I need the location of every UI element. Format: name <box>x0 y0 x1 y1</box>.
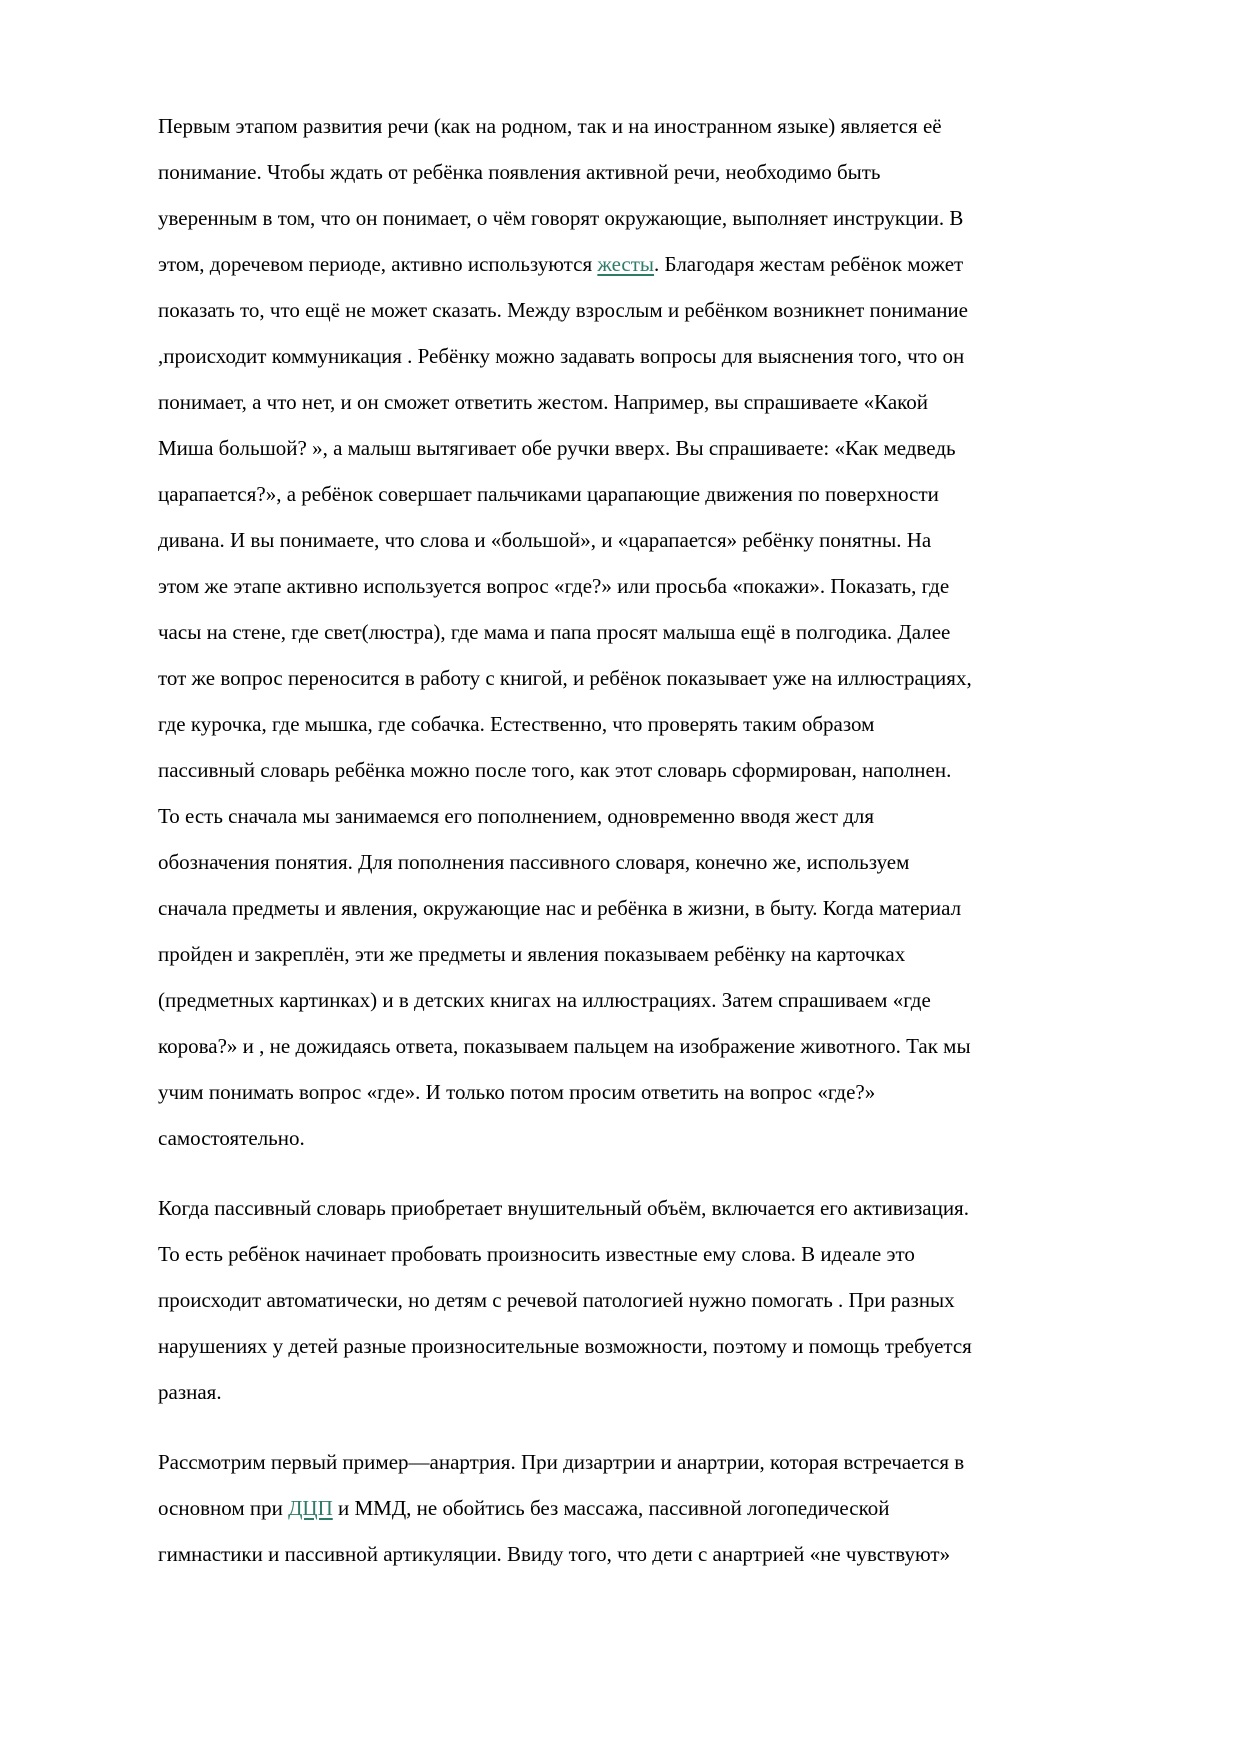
text-line <box>158 977 1108 1023</box>
text-line <box>158 839 1108 885</box>
text-run: (предметных картинках) и в детских книгах на иллюстрациях. Затем спрашиваем «где <box>158 988 931 1012</box>
text-line <box>158 655 1108 701</box>
text-line <box>158 1023 1108 1069</box>
text-run: То есть сначала мы занимаемся его пополнением, одновременно вводя жест для <box>158 804 875 828</box>
text-run: Первым этапом развития речи (как на родном, так и на иностранном языке) является её <box>158 114 942 138</box>
text-line <box>158 563 1108 609</box>
text-run: происходит автоматически, но детям с речевой патологией нужно помогать . При разных <box>158 1288 955 1312</box>
text-line <box>158 1185 1108 1231</box>
document-body <box>158 103 1108 1601</box>
text-line <box>158 103 1108 149</box>
text-run: и ММД, не обойтись без массажа, пассивной логопедической <box>332 1496 890 1520</box>
text-line <box>158 885 1108 931</box>
text-line <box>158 1115 1108 1161</box>
text-line <box>158 1231 1108 1277</box>
text-run: где курочка, где мышка, где собачка. Естественно, что проверять таким образом <box>158 712 875 736</box>
text-run: царапается?», а ребёнок совершает пальчиками царапающие движения по поверхности <box>158 482 939 506</box>
text-line <box>158 1439 1108 1485</box>
text-run: часы на стене, где свет(люстра), где мама и папа просят малыша ещё в полгодика. Далее <box>158 620 951 644</box>
text-run: этом, доречевом периоде, активно используются <box>158 252 598 276</box>
text-line <box>158 425 1108 471</box>
text-line <box>158 471 1108 517</box>
text-run: пассивный словарь ребёнка можно после того, как этот словарь сформирован, наполнен. <box>158 758 952 782</box>
paragraph-2 <box>158 1185 1108 1415</box>
text-line <box>158 333 1108 379</box>
text-line <box>158 517 1108 563</box>
text-run: То есть ребёнок начинает пробовать произносить известные ему слова. В идеале это <box>158 1242 915 1266</box>
text-run: Миша большой? », а малыш вытягивает обе ручки вверх. Вы спрашиваете: «Как медведь <box>158 436 956 460</box>
text-line <box>158 195 1108 241</box>
text-run: тот же вопрос переносится в работу с книгой, и ребёнок показывает уже на иллюстрациях, <box>158 666 972 690</box>
text-line <box>158 1531 1108 1577</box>
paragraph-1 <box>158 103 1108 1161</box>
text-run: сначала предметы и явления, окружающие нас и ребёнка в жизни, в быту. Когда материал <box>158 896 962 920</box>
text-run: пройден и закреплён, эти же предметы и явления показываем ребёнку на карточках <box>158 942 906 966</box>
text-run: уверенным в том, что он понимает, о чём говорят окружающие, выполняет инструкции. В <box>158 206 964 230</box>
paragraph-3 <box>158 1439 1108 1577</box>
text-run: гимнастики и пассивной артикуляции. Ввиду того, что дети с анартрией «не чувствуют» <box>158 1542 951 1566</box>
text-run: разная. <box>158 1380 222 1404</box>
text-line <box>158 149 1108 195</box>
text-run: обозначения понятия. Для пополнения пассивного словаря, конечно же, используем <box>158 850 910 874</box>
text-run: Когда пассивный словарь приобретает внушительный объём, включается его активизация. <box>158 1196 969 1220</box>
text-run: Рассмотрим первый пример—анартрия. При дизартрии и анартрии, которая встречается в <box>158 1450 965 1474</box>
text-line <box>158 609 1108 655</box>
link-dcp[interactable]: ДЦП <box>288 1496 333 1520</box>
text-line <box>158 379 1108 425</box>
text-run: ,происходит коммуникация . Ребёнку можно задавать вопросы для выяснения того, что он <box>158 344 965 368</box>
text-line <box>158 747 1108 793</box>
text-run: этом же этапе активно используется вопрос «где?» или просьба «покажи». Показать, где <box>158 574 950 598</box>
text-line <box>158 1485 1108 1531</box>
text-run: корова?» и , не дожидаясь ответа, показываем пальцем на изображение животного. Так мы <box>158 1034 971 1058</box>
text-run: нарушениях у детей разные произносительные возможности, поэтому и помощь требуется <box>158 1334 972 1358</box>
text-line <box>158 931 1108 977</box>
text-run: показать то, что ещё не может сказать. Между взрослым и ребёнком возникнет понимание <box>158 298 968 322</box>
text-line <box>158 1369 1108 1415</box>
text-line <box>158 1323 1108 1369</box>
text-run: дивана. И вы понимаете, что слова и «большой», и «царапается» ребёнку понятны. На <box>158 528 932 552</box>
text-line <box>158 1069 1108 1115</box>
text-line <box>158 287 1108 333</box>
text-run: основном при <box>158 1496 289 1520</box>
text-line <box>158 701 1108 747</box>
text-run: понимание. Чтобы ждать от ребёнка появления активной речи, необходимо быть <box>158 160 881 184</box>
text-run: учим понимать вопрос «где». И только потом просим ответить на вопрос «где?» <box>158 1080 876 1104</box>
text-line <box>158 241 1108 287</box>
text-line <box>158 1277 1108 1323</box>
text-run: самостоятельно. <box>158 1126 305 1150</box>
link-zhesty[interactable]: жесты <box>597 252 655 276</box>
text-run: понимает, а что нет, и он сможет ответить жестом. Например, вы спрашиваете «Какой <box>158 390 929 414</box>
text-run: . Благодаря жестам ребёнок может <box>654 252 964 276</box>
text-line <box>158 793 1108 839</box>
